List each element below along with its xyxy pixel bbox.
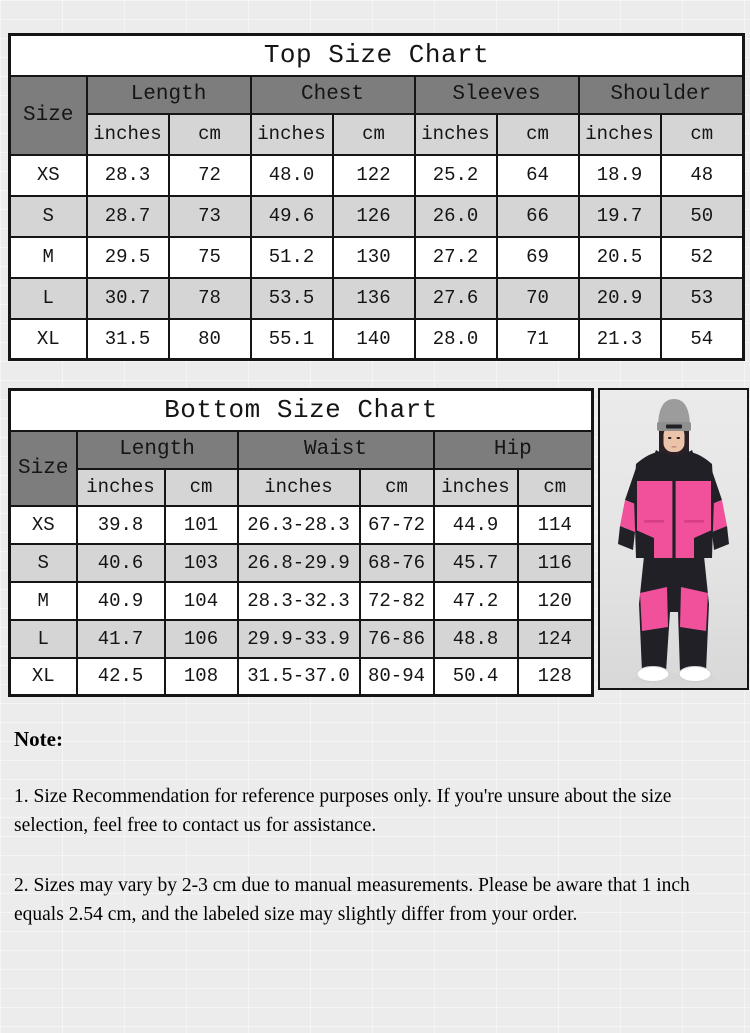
- group-header-hip: Hip: [434, 431, 593, 469]
- unit-header: inches: [87, 114, 169, 155]
- value-cell: 73: [169, 196, 251, 237]
- bottom-chart-title-row: [10, 390, 593, 431]
- value-cell: 70: [497, 278, 579, 319]
- jacket-zipper: [672, 456, 675, 558]
- table-row-s: [10, 544, 593, 582]
- unit-header: inches: [434, 469, 518, 506]
- value-cell: 28.3: [87, 155, 169, 196]
- value-cell: 20.9: [579, 278, 661, 319]
- group-header-length: Length: [77, 431, 238, 469]
- value-cell: 130: [333, 237, 415, 278]
- size-cell: S: [10, 196, 87, 237]
- size-cell: XL: [10, 319, 87, 360]
- unit-header: cm: [497, 114, 579, 155]
- value-cell: 120: [518, 582, 593, 620]
- top-chart-group-header-row: [10, 76, 744, 114]
- group-header-chest: Chest: [251, 76, 415, 114]
- value-cell: 124: [518, 620, 593, 658]
- bottom-section: [8, 388, 750, 697]
- value-cell: 48: [661, 155, 744, 196]
- value-cell: 18.9: [579, 155, 661, 196]
- value-cell: 30.7: [87, 278, 169, 319]
- size-cell: L: [10, 620, 77, 658]
- top-size-chart-table: [8, 33, 745, 361]
- eye-left: [668, 437, 671, 439]
- value-cell: 27.6: [415, 278, 497, 319]
- mouth: [672, 446, 677, 448]
- value-cell: 29.9-33.9: [238, 620, 360, 658]
- group-header-sleeves: Sleeves: [415, 76, 579, 114]
- value-cell: 54: [661, 319, 744, 360]
- value-cell: 29.5: [87, 237, 169, 278]
- value-cell: 28.3-32.3: [238, 582, 360, 620]
- unit-header: inches: [77, 469, 165, 506]
- value-cell: 76-86: [360, 620, 434, 658]
- table-row-m: [10, 582, 593, 620]
- value-cell: 19.7: [579, 196, 661, 237]
- value-cell: 69: [497, 237, 579, 278]
- note-heading: Note:: [14, 727, 63, 751]
- value-cell: 103: [165, 544, 238, 582]
- size-cell: XS: [10, 155, 87, 196]
- value-cell: 122: [333, 155, 415, 196]
- unit-header: cm: [333, 114, 415, 155]
- note-section: [14, 727, 735, 929]
- value-cell: 28.0: [415, 319, 497, 360]
- jacket-pocket-right: [684, 520, 704, 523]
- value-cell: 20.5: [579, 237, 661, 278]
- unit-header: inches: [238, 469, 360, 506]
- value-cell: 67-72: [360, 506, 434, 544]
- unit-header: inches: [415, 114, 497, 155]
- bottom-chart-units-row: [10, 469, 593, 506]
- table-row-xl: [10, 319, 744, 360]
- value-cell: 42.5: [77, 658, 165, 696]
- value-cell: 106: [165, 620, 238, 658]
- size-cell: S: [10, 544, 77, 582]
- top-chart-units-row: [10, 114, 744, 155]
- group-header-length: Length: [87, 76, 251, 114]
- group-header-waist: Waist: [238, 431, 434, 469]
- value-cell: 53: [661, 278, 744, 319]
- unit-header: cm: [661, 114, 744, 155]
- unit-header: cm: [165, 469, 238, 506]
- note-item-1: 1. Size Recommendation for reference purposes only. If you're unsure about the size selection, feel free to contact us for assistance.: [14, 786, 672, 836]
- table-row-l: [10, 278, 744, 319]
- top-chart-title-row: [10, 35, 744, 76]
- value-cell: 40.9: [77, 582, 165, 620]
- note-item-2: 2. Sizes may vary by 2-3 cm due to manual measurements. Please be aware that 1 inch equals 2.54 cm, and the labeled size may slightly differ from your order.: [14, 874, 690, 925]
- value-cell: 26.8-29.9: [238, 544, 360, 582]
- group-header-shoulder: Shoulder: [579, 76, 744, 114]
- value-cell: 128: [518, 658, 593, 696]
- pants-knee-panel-left: [640, 587, 668, 631]
- table-row-s: [10, 196, 744, 237]
- table-row-m: [10, 237, 744, 278]
- table-row-xs: [10, 155, 744, 196]
- bottom-size-chart-table: [8, 388, 594, 697]
- value-cell: 78: [169, 278, 251, 319]
- value-cell: 53.5: [251, 278, 333, 319]
- value-cell: 40.6: [77, 544, 165, 582]
- value-cell: 101: [165, 506, 238, 544]
- value-cell: 50: [661, 196, 744, 237]
- value-cell: 26.0: [415, 196, 497, 237]
- value-cell: 28.7: [87, 196, 169, 237]
- value-cell: 41.7: [77, 620, 165, 658]
- value-cell: 114: [518, 506, 593, 544]
- value-cell: 25.2: [415, 155, 497, 196]
- value-cell: 49.6: [251, 196, 333, 237]
- size-cell: M: [10, 582, 77, 620]
- value-cell: 80-94: [360, 658, 434, 696]
- value-cell: 44.9: [434, 506, 518, 544]
- value-cell: 51.2: [251, 237, 333, 278]
- shoe-right: [679, 667, 711, 682]
- value-cell: 68-76: [360, 544, 434, 582]
- size-column-header: Size: [10, 431, 77, 506]
- value-cell: 80: [169, 319, 251, 360]
- value-cell: 72-82: [360, 582, 434, 620]
- beanie-label: [666, 425, 682, 429]
- value-cell: 27.2: [415, 237, 497, 278]
- value-cell: 55.1: [251, 319, 333, 360]
- size-cell: XL: [10, 658, 77, 696]
- value-cell: 48.0: [251, 155, 333, 196]
- value-cell: 64: [497, 155, 579, 196]
- shoe-left: [637, 667, 669, 682]
- value-cell: 26.3-28.3: [238, 506, 360, 544]
- bottom-chart-group-header-row: [10, 431, 593, 469]
- size-cell: L: [10, 278, 87, 319]
- value-cell: 126: [333, 196, 415, 237]
- value-cell: 66: [497, 196, 579, 237]
- eye-right: [677, 437, 680, 439]
- value-cell: 52: [661, 237, 744, 278]
- value-cell: 21.3: [579, 319, 661, 360]
- size-cell: M: [10, 237, 87, 278]
- value-cell: 140: [333, 319, 415, 360]
- unit-header: cm: [518, 469, 593, 506]
- top-chart-title: Top Size Chart: [10, 35, 744, 76]
- unit-header: cm: [169, 114, 251, 155]
- unit-header: inches: [579, 114, 661, 155]
- value-cell: 136: [333, 278, 415, 319]
- value-cell: 31.5: [87, 319, 169, 360]
- value-cell: 104: [165, 582, 238, 620]
- unit-header: cm: [360, 469, 434, 506]
- value-cell: 108: [165, 658, 238, 696]
- value-cell: 75: [169, 237, 251, 278]
- value-cell: 31.5-37.0: [238, 658, 360, 696]
- value-cell: 47.2: [434, 582, 518, 620]
- table-row-xs: [10, 506, 593, 544]
- value-cell: 45.7: [434, 544, 518, 582]
- value-cell: 50.4: [434, 658, 518, 696]
- table-row-l: [10, 620, 593, 658]
- bottom-chart-title: Bottom Size Chart: [10, 390, 593, 431]
- table-row-xl: [10, 658, 593, 696]
- value-cell: 116: [518, 544, 593, 582]
- jacket-pocket-left: [644, 520, 664, 523]
- product-photo: [598, 388, 749, 690]
- value-cell: 39.8: [77, 506, 165, 544]
- model-illustration: [600, 390, 747, 688]
- value-cell: 48.8: [434, 620, 518, 658]
- pants-knee-panel-right: [680, 587, 708, 631]
- value-cell: 72: [169, 155, 251, 196]
- size-column-header: Size: [10, 76, 87, 155]
- size-cell: XS: [10, 506, 77, 544]
- value-cell: 71: [497, 319, 579, 360]
- unit-header: inches: [251, 114, 333, 155]
